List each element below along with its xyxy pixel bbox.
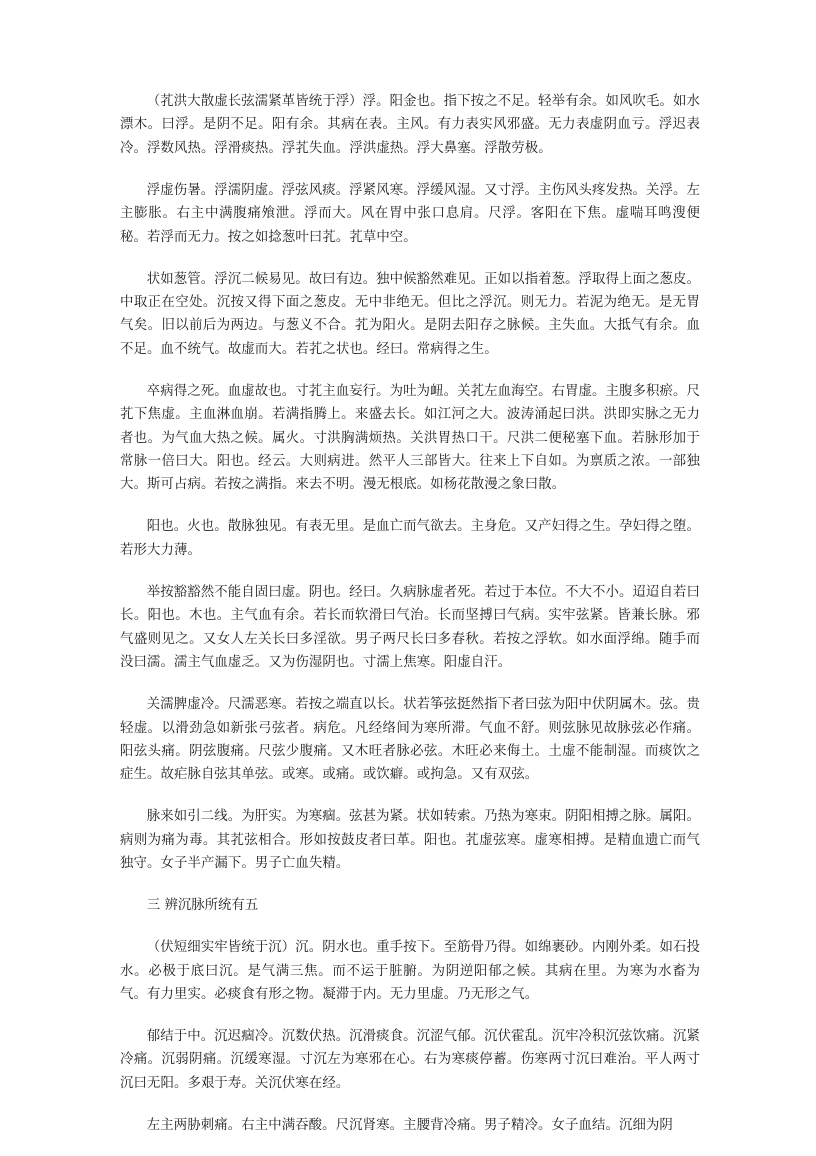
paragraph: 阳也。火也。散脉独见。有表无里。是血亡而气欲去。主身危。又产妇得之生。孕妇得之堕。若形大力薄。	[120, 519, 700, 558]
paragraph: 状如葱管。浮沉二候易见。故曰有边。独中候豁然难见。正如以指着葱。浮取得上面之葱皮。中取正在空处。沉按又得下面之葱皮。无中非绝无。但比之浮沉。则无力。若泥为绝无。是无胃气矣。旧以前后为两边。与葱义不合。芤为阳火。是阴去阳存之脉候。主失血。大抵气有余。血不足。血不统气。故虚而大。若芤之状也。经曰。常病得之生。	[120, 271, 700, 357]
paragraph: 郁结于中。沉迟痼冷。沉数伏热。沉滑痰食。沉涩气郁。沉伏霍乱。沉牢冷积沉弦饮痛。沉紧冷痛。沉弱阴痛。沉缓寒湿。寸沉左为寒邪在心。右为寒痰停蓄。伤寒两寸沉曰难治。平人两寸沉曰无阳。多艰于寿。关沉伏寒在经。	[120, 1028, 700, 1091]
document-page	[120, 90, 700, 1156]
paragraph: （伏短细实牢皆统于沉）沉。阴水也。重手按下。至筋骨乃得。如绵裹砂。内刚外柔。如石投水。必极于底曰沉。是气满三焦。而不运于脏腑。为阴逆阳郁之候。其病在里。为寒为水畜为气。有力里实。必痰食有形之物。凝滞于内。无力里虚。乃无形之气。	[120, 940, 700, 1002]
paragraph: 左主两胁刺痛。右主中满吞酸。尺沉肾寒。主腰背冷痛。男子精冷。女子血结。沉细为阴	[146, 1117, 673, 1133]
paragraph: （芤洪大散虚长弦濡紧革皆统于浮）浮。阳金也。指下按之不足。轻举有余。如风吹毛。如水漂木。曰浮。是阴不足。阳有余。其病在表。主风。有力表实风邪盛。无力表虚阴血亏。浮迟表冷。浮数风热。浮滑痰热。浮芤失血。浮洪虚热。浮大鼻塞。浮散劳极。	[120, 94, 700, 156]
section-heading: 三 辨沉脉所统有五	[146, 898, 259, 914]
paragraph: 关濡脾虚冷。尺濡恶寒。若按之端直以长。状若筝弦挺然指下者曰弦为阳中伏阴属木。弦。贵轻虚。以滑劲急如新张弓弦者。病危。凡经络间为寒所滞。气血不舒。则弦脉见故脉弦必作痛。阳弦头痛。阴弦腹痛。尺弦少腹痛。又木旺者脉必弦。木旺必来侮土。土虚不能制湿。而痰饮之症生。故疟脉自弦其单弦。或寒。或痛。或饮癖。或拘急。又有双弦。	[120, 697, 700, 783]
paragraph: 浮虚伤暑。浮濡阴虚。浮弦风痰。浮紧风寒。浮缓风湿。又寸浮。主伤风头疼发热。关浮。左主膨胀。右主中满腹痛飧泄。浮而大。风在胃中张口息肩。尺浮。客阳在下焦。虚喘耳鸣溲便秘。若浮而无力。按之如捻葱叶曰芤。芤草中空。	[120, 182, 700, 245]
paragraph: 脉来如引二线。为肝实。为寒痼。弦甚为紧。状如转索。乃热为寒束。阴阳相搏之脉。属阳。病则为痛为毒。其芤弦相合。形如按鼓皮者曰革。阳也。芤虚弦寒。虚寒相搏。是精血遗亡而气独守。女子半产漏下。男子亡血失精。	[120, 809, 700, 872]
paragraph: 卒病得之死。血虚故也。寸芤主血妄行。为吐为衄。关芤左血海空。右胃虚。主腹多积瘀。尺芤下焦虚。主血淋血崩。若满指腾上。来盛去长。如江河之大。波涛涌起曰洪。洪即实脉之无力者也。为气血大热之候。属火。寸洪胸满烦热。关洪胃热口干。尺洪二便秘塞下血。若脉形加于常脉一倍曰大。阳也。经云。大则病进。然平人三部皆大。往来上下自如。为禀质之浓。一部独大。斯可占病。若按之满指。来去不明。漫无根底。如杨花散漫之象曰散。	[120, 383, 700, 493]
paragraph: 举按豁豁然不能自固曰虚。阴也。经曰。久病脉虚者死。若过于本位。不大不小。迢迢自若曰长。阳也。木也。主气血有余。若长而软滑曰气治。长而坚搏曰气病。实牢弦紧。皆兼长脉。邪气盛则见之。又女人左关长曰多淫欲。男子两尺长曰多春秋。若按之浮软。如水面浮绵。随手而没曰濡。濡主气血虚乏。又为伤湿阴也。寸濡上焦寒。阳虚自汗。	[120, 584, 700, 671]
